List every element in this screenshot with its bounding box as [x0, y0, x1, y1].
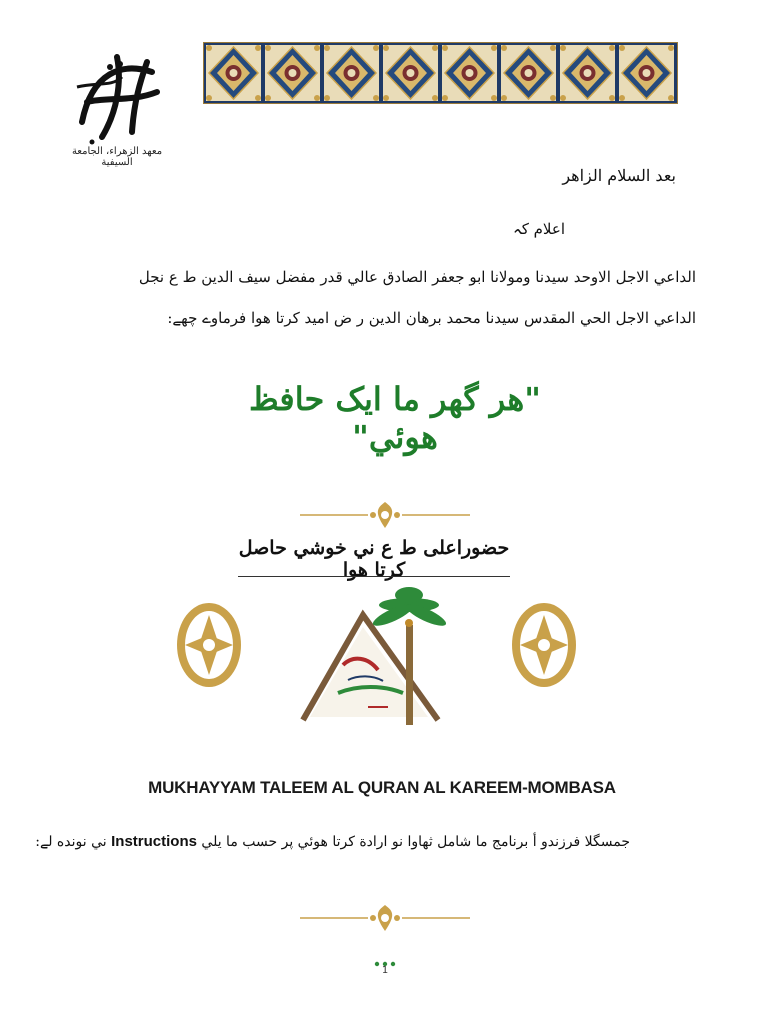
ornamental-divider	[300, 903, 470, 933]
instructions-text-after: ني نونده لے:	[35, 834, 107, 850]
tent-palm-emblem	[288, 585, 458, 755]
greeting-line: بعد السلام الزاهر	[562, 166, 676, 185]
logo-subtitle: معهد الزهراء، الجامعة السيفية	[71, 146, 163, 168]
left-medallion-ornament	[175, 600, 243, 690]
dai-title-line-1: الداعي الاجل الاوحد سيدنا ومولانا ابو جعفر الصادق عالي قدر مفضل سيف الدين ط ع نجل	[138, 268, 696, 286]
program-title: MUKHAYYAM TALEEM AL QURAN AL KAREEM-MOMBASA	[148, 778, 616, 797]
instructions-line	[35, 833, 630, 850]
header-ornament-band	[203, 42, 678, 104]
instructions-keyword: Instructions	[111, 833, 197, 850]
announcement-line: اعلام کہ	[512, 220, 565, 238]
right-medallion-ornament	[510, 600, 578, 690]
instructions-text-before: جمسگلا فرزندو أ برنامج ما شامل ثهاوا نو ارادة کرتا هوئي پر حسب ما يلي	[201, 834, 630, 850]
page-number: 1	[381, 965, 389, 976]
headline-slogan: "هر گهر ما ایک حافظ هوئي"	[249, 380, 541, 456]
institution-logo	[62, 42, 172, 172]
subheading-underline	[238, 576, 510, 577]
logo-calligraphy	[62, 42, 172, 152]
subheading: حضوراعلی ط ع ني خوشي حاصل کرتا هوا	[238, 537, 510, 581]
dai-title-line-2: الداعي الاجل الحي المقدس سيدنا محمد برهان الدين ر ض امید کرتا هوا فرماوے چھے:	[167, 309, 696, 327]
ornamental-divider	[300, 500, 470, 530]
